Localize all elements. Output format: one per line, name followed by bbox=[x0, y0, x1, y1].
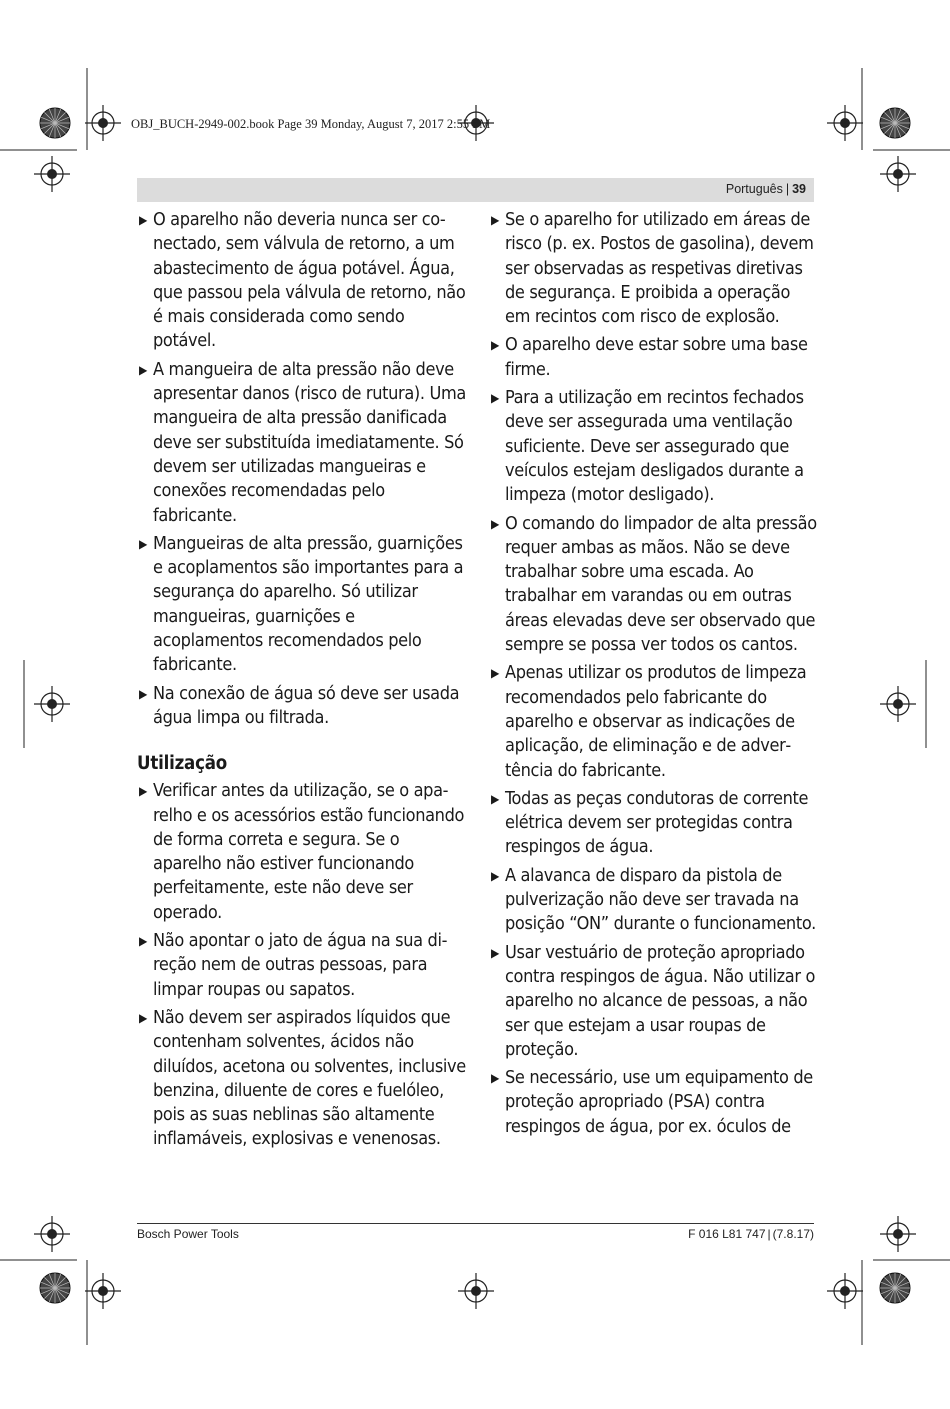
list-item: ▶ Se necessário, use um equipamento de proteção apropriado (PSA) contra respingos de água, por ex. óculos de bbox=[491, 1067, 813, 1137]
bullet-icon: ▶ bbox=[491, 391, 499, 406]
footer-divider bbox=[137, 1223, 814, 1224]
registration-target-icon bbox=[85, 105, 121, 141]
header-language: Português bbox=[725, 182, 783, 196]
registration-star-icon bbox=[880, 108, 910, 138]
bullet-icon: ▶ bbox=[491, 338, 499, 353]
registration-star-icon bbox=[40, 1273, 70, 1303]
section-heading: Utilização bbox=[137, 753, 228, 775]
registration-target-icon bbox=[827, 105, 863, 141]
bullet-icon: ▶ bbox=[139, 686, 147, 701]
bullet-icon: ▶ bbox=[491, 791, 499, 806]
bullet-icon: ▶ bbox=[491, 868, 499, 883]
list-item: ▶ O aparelho deve estar sobre uma base firme. bbox=[491, 334, 808, 380]
right-column bbox=[489, 208, 819, 1143]
footer-date: (7.8.17) bbox=[772, 1227, 814, 1241]
bullet-icon: ▶ bbox=[491, 1071, 499, 1086]
registration-target-icon bbox=[458, 1273, 494, 1309]
list-item: ▶ A mangueira de alta pressão não deve apresentar danos (risco de rutura). Uma mangueira de alta pressão danificada deve ser substituída imediatamente. Só devem ser utilizadas mangueiras e conexões recomendadas pelo fabricante. bbox=[139, 358, 466, 526]
registration-target-icon bbox=[880, 156, 916, 192]
list-item: ▶ Apenas utilizar os produtos de limpeza recomendados pelo fabricante do aparelho e observar as indicações de aplicação, de eliminação e de advertência do fabricante. bbox=[491, 662, 807, 781]
list-item: ▶ Para a utilização em recintos fechados deve ser assegurada uma ventilação suficiente. Deve ser assegurado que veículos estejam desligados durante a limpeza (motor desligado). bbox=[491, 387, 804, 506]
list-item: ▶ Se o aparelho for utilizado em áreas de risco (p. ex. Postos de gasolina), devem ser observadas as respetivas diretivas de segurança. E proibida a operação em recintos com risco de explosão. bbox=[491, 209, 814, 328]
bullet-icon: ▶ bbox=[139, 213, 147, 227]
page-header bbox=[137, 178, 814, 202]
bullet-icon: ▶ bbox=[139, 536, 147, 551]
registration-target-icon bbox=[85, 1273, 121, 1309]
list-item: ▶ O comando do limpador de alta pressão requer ambas as mãos. Não se deve trabalhar sobre uma escada. Ao trabalhar em varandas ou em outras áreas elevadas deve ser observado que sempre se possa ver todos os cantos. bbox=[491, 512, 817, 656]
list-item: ▶ Usar vestuário de proteção apropriado contra respingos de água. Não utilizar o aparelho no alcance de pessoas, a não ser que estejam a usar roupas de proteção. bbox=[491, 941, 816, 1060]
footer-doc-code bbox=[688, 1227, 814, 1241]
list-item: ▶ Na conexão de água só deve ser usada água limpa ou filtrada. bbox=[139, 682, 460, 728]
page-number: 39 bbox=[792, 182, 806, 196]
registration-target-icon bbox=[827, 1273, 863, 1309]
bullet-icon: ▶ bbox=[491, 213, 499, 227]
list-item: ▶ Não apontar o jato de água na sua direção nem de outras pessoas, para limpar roupas ou sapatos. bbox=[139, 930, 448, 1000]
list-item: ▶ Não devem ser aspirados líquidos que contenham solventes, ácidos não diluídos, acetona ou solventes, inclusive benzina, diluente de cores e fuelóleo, pois as suas neblinas são altamente inflamáveis, explosivas e venenosas. bbox=[139, 1006, 466, 1150]
header-label bbox=[726, 182, 806, 196]
bullet-icon: ▶ bbox=[139, 934, 147, 949]
registration-target-icon bbox=[880, 1216, 916, 1252]
print-slug: OBJ_BUCH-2949-002.book Page 39 Monday, August 7, 2017 2:55 PM bbox=[131, 117, 491, 131]
registration-target-icon bbox=[880, 686, 916, 722]
registration-target-icon bbox=[34, 156, 70, 192]
list-item: ▶ Todas as peças condutoras de corrente elétrica devem ser protegidas contra respingos de água. bbox=[491, 787, 809, 858]
list-item: ▶ O aparelho não deveria nunca ser conectado, sem válvula de retorno, a um abastecimento de água potável. Água, que passou pela válvula de retorno, não é mais considerada como sendo potável. bbox=[139, 209, 466, 352]
bullet-icon: ▶ bbox=[139, 784, 147, 799]
bullet-icon: ▶ bbox=[491, 945, 499, 960]
registration-target-icon bbox=[34, 1216, 70, 1252]
list-item: ▶ A alavanca de disparo da pistola de pulverização não deve ser travada na posição “ON” durante o funcionamento. bbox=[491, 864, 816, 935]
left-column bbox=[137, 208, 467, 1156]
footer-brand: Bosch Power Tools bbox=[137, 1227, 239, 1241]
header-separator: | bbox=[785, 182, 790, 196]
footer-separator: | bbox=[767, 1227, 771, 1241]
registration-star-icon bbox=[880, 1273, 910, 1303]
bullet-icon: ▶ bbox=[139, 1010, 147, 1025]
list-item: ▶ Verificar antes da utilização, se o aparelho e os acessórios estão funcionando de forma correta e segura. Se o aparelho não estiver funcionando perfeitamente, este não deve ser operado. bbox=[139, 780, 465, 923]
bullet-icon: ▶ bbox=[491, 666, 499, 681]
list-item: ▶ Mangueiras de alta pressão, guarnições e acoplamentos são importantes para a segurança do aparelho. Só utilizar mangueiras, guarnições e acoplamentos recomendados pelo fabricante. bbox=[139, 532, 464, 676]
registration-target-icon bbox=[34, 686, 70, 722]
bullet-icon: ▶ bbox=[491, 516, 499, 531]
bullet-icon: ▶ bbox=[139, 362, 147, 377]
footer-code: F 016 L81 747 bbox=[688, 1227, 766, 1241]
registration-star-icon bbox=[40, 108, 70, 138]
